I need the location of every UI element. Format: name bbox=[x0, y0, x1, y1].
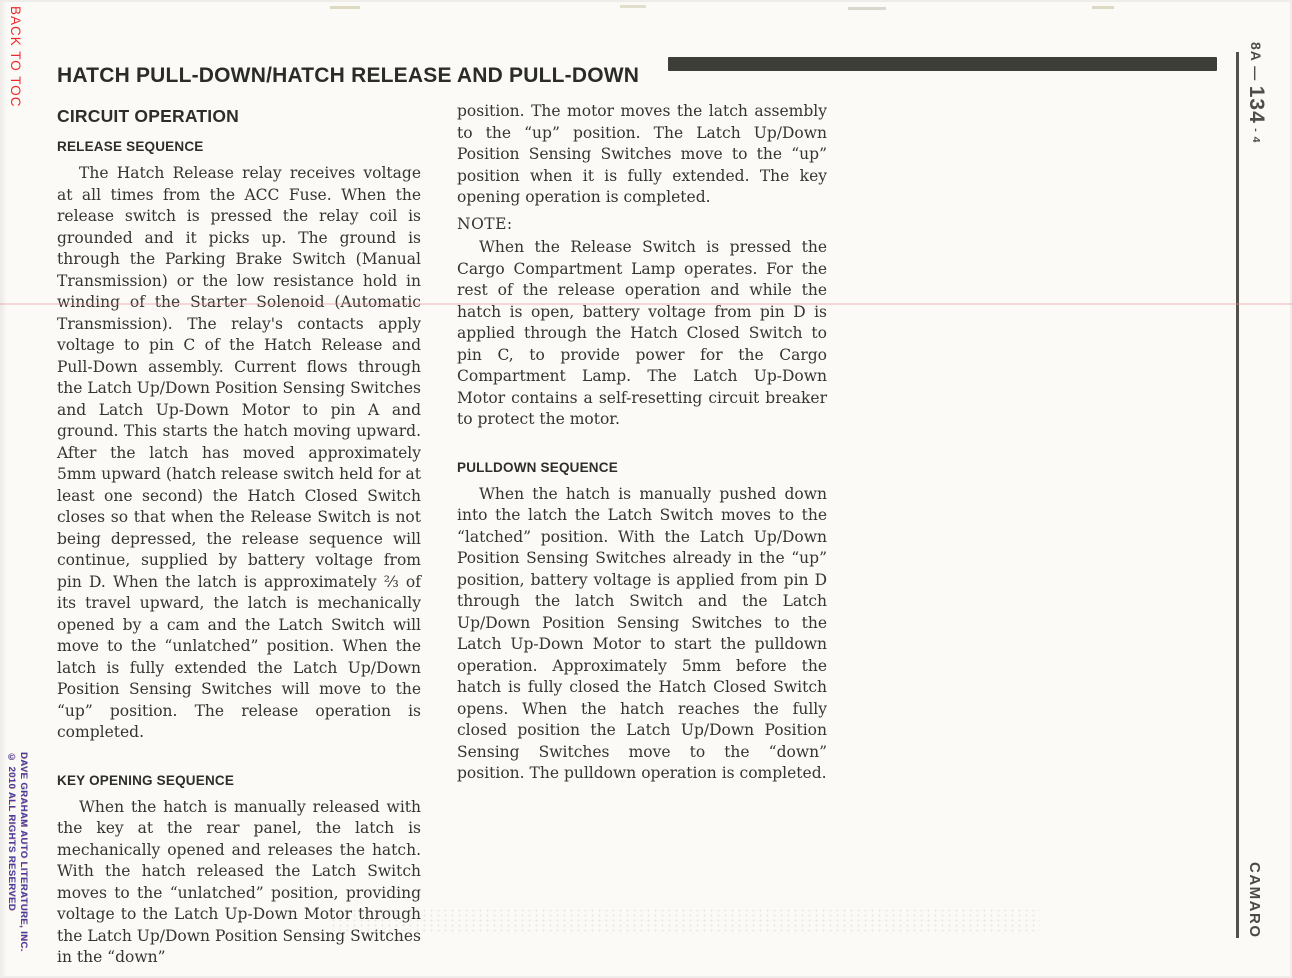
note-label: NOTE: bbox=[457, 214, 513, 233]
title-rule-bar bbox=[668, 57, 1217, 71]
copyright-line-1: DAVE GRAHAM AUTO LITERATURE, INC. bbox=[18, 752, 29, 952]
release-sequence-paragraph: The Hatch Release relay receives voltage at all times from the ACC Fuse. When the release switch is pressed the relay coil is grounded and it picks up. The ground is through the Parking Brake Switch (Manual Transmission) or the low resistance hold in winding of the Starter Solenoid (Automatic Transmission). The relay's contacts apply voltage to pin C of the Hatch Release and Pull-Down assembly. Current flows through the Latch Up/Down Position Sensing Switches and Latch Up-Down Motor to pin A and ground. This starts the hatch moving upward. After the latch has moved approximately 5mm upward (hatch release switch held for at least one second) the Hatch Closed Switch closes so that when the Release Switch is not being depressed, the release sequence will continue, supplied by battery voltage from pin D. When the latch is approximately ⅔ of its travel upward, the latch is mechanically opened by a cam and the Latch Switch will move to the “unlatched” position. When the latch is fully extended the Latch Up/Down Position Sensing Switches will move to the “up” position. The release operation is completed. bbox=[57, 164, 421, 741]
back-to-toc-link[interactable]: BACK TO TOC bbox=[8, 6, 23, 108]
left-column bbox=[57, 106, 421, 969]
pulldown-paragraph: When the hatch is manually pushed down into the latch the Latch Switch moves to the “latched” position. With the Latch Up/Down Position Sensing Switches already in the “up” position, battery voltage is applied from pin D through the latch Switch and the Latch Up/Down Position Sensing Switches to the Latch Up-Down Motor to start the pulldown operation. Approximately 5mm before the hatch is fully closed the Hatch Closed Switch opens. When the hatch reaches the fully closed position the Latch Up/Down Position Sensing Switches move to the “down” position. The pulldown operation is completed. bbox=[457, 484, 827, 782]
scan-artifact-dash bbox=[848, 7, 886, 10]
page-title: HATCH PULL-DOWN/HATCH RELEASE AND PULL-DOWN bbox=[57, 64, 640, 88]
scan-artifact-noise-band bbox=[330, 908, 1040, 934]
key-opening-paragraph: When the hatch is manually released with the key at the rear panel, the latch is mechanically opened and releases the hatch. With the hatch released the Latch Switch moves to the “unlatched” position, providing voltage to the Latch Up-Down Motor through the Latch Up/Down Position Sensing Switches in the “down” bbox=[57, 797, 421, 966]
note-paragraph: When the Release Switch is pressed the Cargo Compartment Lamp operates. For the rest of the release operation and while the hatch is open, battery voltage from pin D is applied through the Hatch Closed Switch to pin C, to provide power for the Cargo Compartment Lamp. The Latch Up-Down Motor contains a self-resetting circuit breaker to protect the motor. bbox=[457, 238, 827, 428]
copyright-notice bbox=[5, 752, 29, 952]
key-opening-sequence-heading: KEY OPENING SEQUENCE bbox=[57, 772, 235, 788]
page-number-main: 134 bbox=[1245, 85, 1268, 124]
pulldown-sequence-heading: PULLDOWN SEQUENCE bbox=[457, 459, 618, 475]
right-margin-rule bbox=[1236, 52, 1239, 938]
circuit-operation-heading: CIRCUIT OPERATION bbox=[57, 106, 239, 126]
scan-artifact-dash bbox=[620, 5, 646, 8]
scan-artifact-dash bbox=[330, 6, 360, 9]
key-opening-paragraph-continued: position. The motor moves the latch assembly to the “up” position. The Latch Up/Down Position Sensing Switches move to the “up” position when it is fully extended. The key opening operation is completed. bbox=[457, 102, 827, 206]
copyright-line-2: © 2010 ALL RIGHTS RESERVED bbox=[6, 752, 17, 912]
release-sequence-heading: RELEASE SEQUENCE bbox=[57, 139, 204, 154]
page-number bbox=[1244, 42, 1268, 144]
scan-artifact-pink-line bbox=[0, 303, 1292, 305]
page-number-section: 8A — bbox=[1248, 42, 1264, 82]
page-number-sub: - 4 bbox=[1250, 128, 1262, 144]
right-column bbox=[457, 101, 827, 785]
scan-artifact-dash bbox=[1092, 6, 1114, 9]
vehicle-model-label: CAMARO bbox=[1246, 862, 1263, 939]
